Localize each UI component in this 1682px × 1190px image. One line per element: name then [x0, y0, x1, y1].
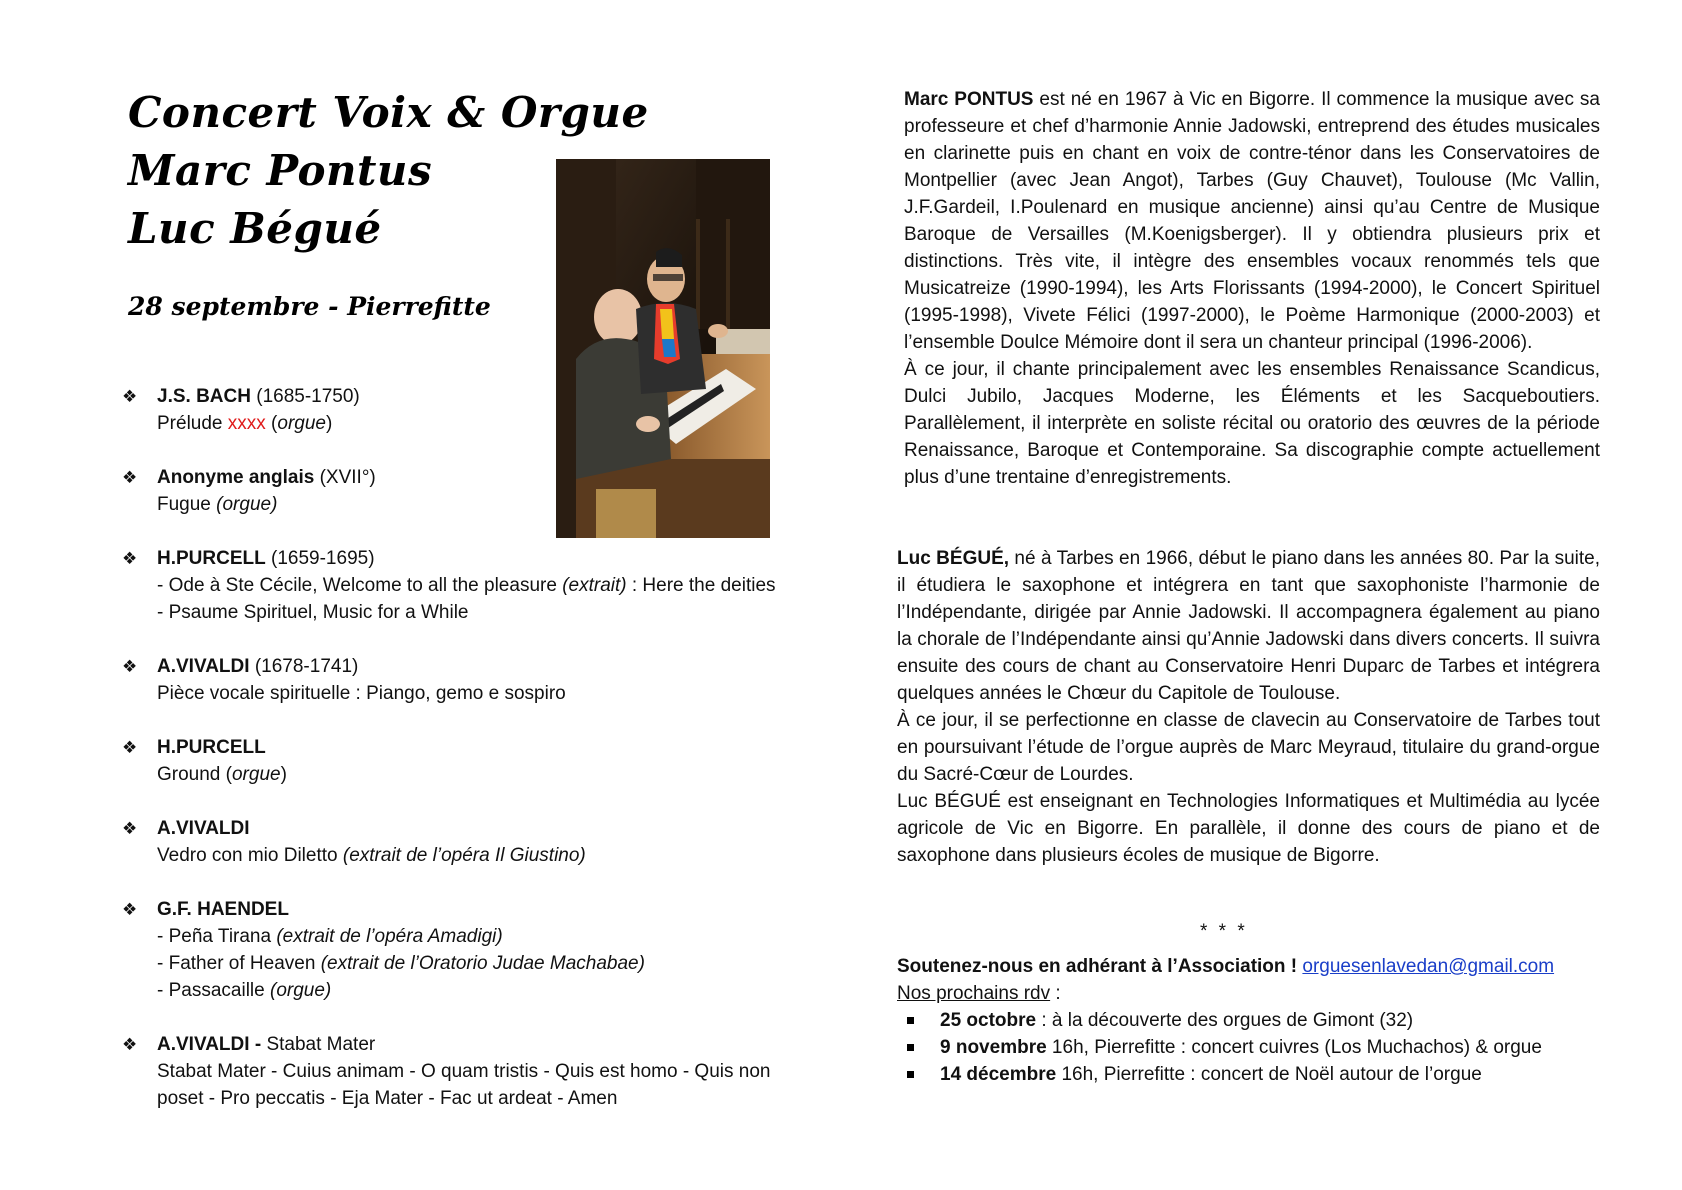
piece-line: Prélude xxxx (orgue)	[157, 413, 333, 434]
diamond-bullet-icon: ❖	[122, 738, 138, 757]
placeholder-text: xxxx	[227, 413, 266, 434]
bio-paragraph: Luc BÉGUÉ est enseignant en Technologies Informatiques et Multimédia au lycée agricole de Vic en Bigorre. En parallèle, il donne des cours de piano et de saxophone dans plusieurs écoles de musique de Bigorre.	[897, 791, 1600, 866]
diamond-bullet-icon: ❖	[122, 387, 138, 406]
square-bullet-icon	[907, 1044, 914, 1051]
composer-name: H.PURCELL	[157, 548, 266, 569]
title-line-3: Luc Bégué	[128, 204, 382, 253]
event-item	[897, 1007, 1617, 1034]
program-item	[122, 815, 842, 869]
composer-name: J.S. BACH	[157, 386, 251, 407]
event-date: 9 novembre	[940, 1037, 1047, 1058]
musician-name: Marc PONTUS	[904, 89, 1034, 110]
piece-line: - Ode à Ste Cécile, Welcome to all the pleasure (extrait) : Here the deities	[157, 575, 776, 596]
program-item	[122, 1031, 842, 1112]
diamond-bullet-icon: ❖	[122, 549, 138, 568]
composer-name: G.F. HAENDEL	[157, 899, 289, 920]
concert-date: 28 septembre - Pierrefitte	[128, 292, 491, 321]
composer-detail: (1678-1741)	[249, 656, 359, 677]
piece-line: poset - Pro peccatis - Eja Mater - Fac ut ardeat - Amen	[157, 1088, 618, 1109]
bio-paragraph: Luc BÉGUÉ, né à Tarbes en 1966, début le piano dans les années 80. Par la suite, il étudiera le saxophone et intégrera en tant que saxophoniste l’harmonie de l’Indépendante, dirigée par Annie Jadowski. Il accompagnera également au piano la chorale de l’Indépendante ainsi qu’Annie Jadowski dans divers concerts. Il suivra ensuite des cours de chant au Conservatoire Henri Duparc de Tarbes et intégrera quelques années le Chœur du Capitole de Toulouse.	[897, 548, 1600, 704]
composer-detail: (XVII°)	[314, 467, 376, 488]
support-line	[897, 953, 1617, 980]
separator: * * *	[1200, 921, 1248, 942]
piece-line: - Father of Heaven (extrait de l’Oratorio Judae Machabae)	[157, 953, 645, 974]
composer-name: Anonyme anglais	[157, 467, 315, 488]
composer-detail: Stabat Mater	[266, 1034, 376, 1055]
piece-line: - Passacaille (orgue)	[157, 980, 332, 1001]
square-bullet-icon	[907, 1071, 914, 1078]
piece-line: Vedro con mio Diletto (extrait de l’opéra Il Giustino)	[157, 845, 586, 866]
event-text: 16h, Pierrefitte : concert de Noël autour de l’orgue	[1056, 1064, 1482, 1085]
email-link[interactable]: orguesenlavedan@gmail.com	[1302, 956, 1555, 977]
program-item	[122, 383, 842, 437]
support-headline: Soutenez-nous en adhérant à l’Association !	[897, 956, 1303, 977]
program-item	[122, 653, 842, 707]
composer-name: H.PURCELL	[157, 737, 266, 758]
title-line-1: Concert Voix & Orgue	[128, 88, 649, 137]
diamond-bullet-icon: ❖	[122, 657, 138, 676]
diamond-bullet-icon: ❖	[122, 1035, 138, 1054]
support-section	[897, 953, 1617, 1088]
events-list	[897, 1007, 1617, 1088]
bio-paragraph: À ce jour, il se perfectionne en classe de clavecin au Conservatoire de Tarbes tout en poursuivant l’étude de l’orgue auprès de Marc Meyraud, titulaire du grand-orgue du Sacré-Cœur de Lourdes.	[897, 710, 1600, 785]
musician-name: Luc BÉGUÉ,	[897, 548, 1010, 569]
program-item	[122, 545, 842, 626]
diamond-bullet-icon: ❖	[122, 900, 138, 919]
diamond-bullet-icon: ❖	[122, 468, 138, 487]
program-item	[122, 734, 842, 788]
program-list	[122, 383, 842, 1139]
event-date: 25 octobre	[940, 1010, 1037, 1031]
composer-detail: (1685-1750)	[250, 386, 360, 407]
diamond-bullet-icon: ❖	[122, 819, 138, 838]
piece-line: Ground (orgue)	[157, 764, 287, 785]
bio-paragraph: Marc PONTUS est né en 1967 à Vic en Bigorre. Il commence la musique avec sa professeure et chef d’harmonie Annie Jadowski, entreprend des études musicales en clarinette puis en chant en voix de contre-ténor dans les Conservatoires de Montpellier (avec Jean Angot), Tarbes (Guy Chauvet), Toulouse (Mc Vallin, J.F.Gardeil, I.Poulenard en musique ancienne) ainsi qu’au Centre de Musique Baroque de Versailles (M.Koenigsberger). Il y obtiendra plusieurs prix et distinctions. Très vite, il intègre des ensembles vocaux renommés tels que Musicatreize (1990-1994), les Arts Florissants (1994-2000), le Concert Spirituel (1995-1998), Vivete Félici (1997-2000), le Poème Harmonique (2000-2003) et l’ensemble Doulce Mémoire dont il sera un chanteur principal (1996-2006).	[904, 89, 1600, 353]
bio-pontus	[904, 86, 1600, 491]
program-item	[122, 464, 842, 518]
composer-detail: (1659-1695)	[265, 548, 375, 569]
event-text: : à la découverte des orgues de Gimont (32)	[1036, 1010, 1414, 1031]
program-item	[122, 896, 842, 1004]
square-bullet-icon	[907, 1017, 914, 1024]
event-text: 16h, Pierrefitte : concert cuivres (Los Muchachos) & orgue	[1046, 1037, 1542, 1058]
title-line-2: Marc Pontus	[128, 146, 433, 195]
piece-line: Stabat Mater - Cuius animam - O quam tristis - Quis est homo - Quis non	[157, 1061, 771, 1082]
next-events-label: Nos prochains rdv	[897, 983, 1051, 1004]
piece-line: Pièce vocale spirituelle : Piango, gemo e sospiro	[157, 683, 566, 704]
event-date: 14 décembre	[940, 1064, 1057, 1085]
event-item	[897, 1034, 1617, 1061]
composer-name: A.VIVALDI	[157, 656, 250, 677]
event-item	[897, 1061, 1617, 1088]
piece-line: - Psaume Spirituel, Music for a While	[157, 602, 469, 623]
piece-line: Fugue (orgue)	[157, 494, 278, 515]
next-label-line: Nos prochains rdv :	[897, 983, 1061, 1004]
composer-name: A.VIVALDI	[157, 818, 250, 839]
composer-name: A.VIVALDI -	[157, 1034, 267, 1055]
bio-paragraph: À ce jour, il chante principalement avec les ensembles Renaissance Scandicus, Dulci Jubilo, Jacques Moderne, les Éléments et les Sacqueboutiers. Parallèlement, il interprète en soliste récital ou oratorio des œuvres de la période Renaissance, Baroque et Contemporaine. Sa discographie compte actuellement plus d’une trentaine d’enregistrements.	[904, 359, 1600, 488]
piece-line: - Peña Tirana (extrait de l’opéra Amadigi)	[157, 926, 503, 947]
bio-begue	[897, 545, 1600, 869]
